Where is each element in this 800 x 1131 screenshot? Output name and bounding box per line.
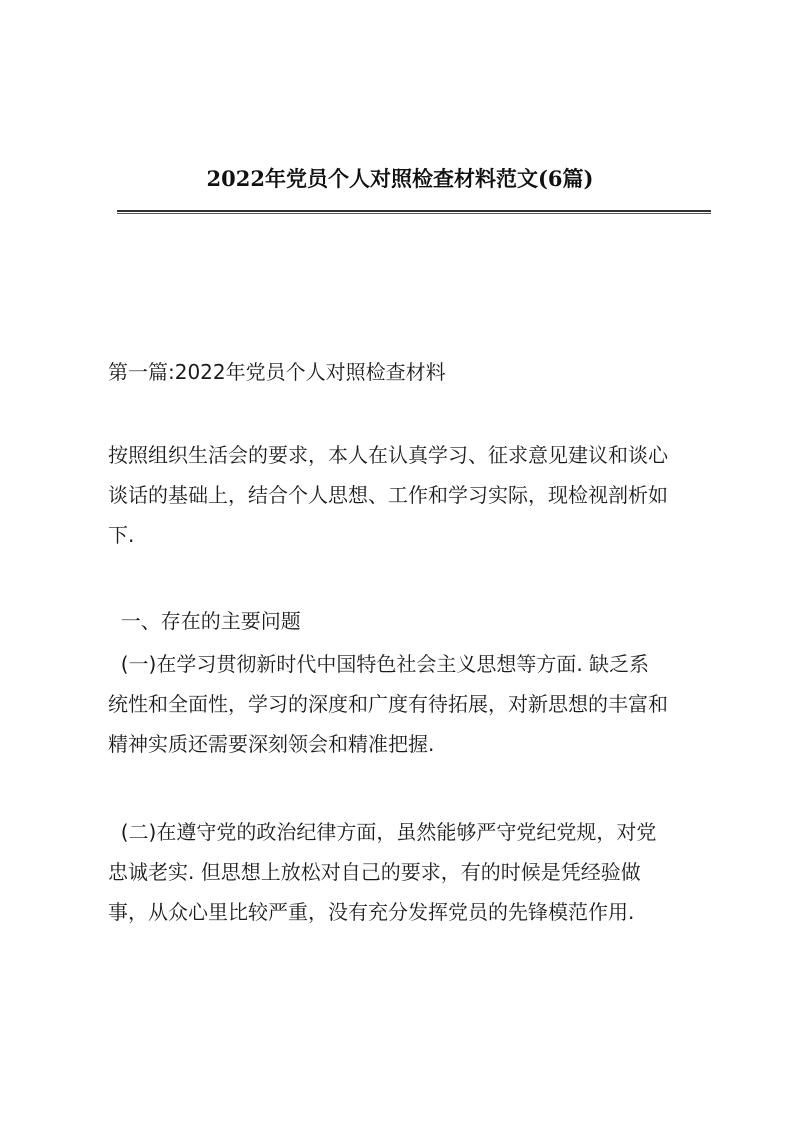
- title-underline-rule: [117, 210, 711, 214]
- problems-heading: [108, 601, 728, 641]
- intro-line: 下.: [108, 523, 135, 547]
- problem-item-2-line: (二)在遵守党的政治纪律方面，虽然能够严守党纪党规，对党: [108, 820, 657, 844]
- intro-line: 谈话的基础上，结合个人思想、工作和学习实际，现检视剖析如: [108, 483, 668, 507]
- problem-item-1-line: 精神实质还需要深刻领会和精准把握.: [108, 732, 435, 756]
- problem-item-1-line: 统性和全面性，学习的深度和广度有待拓展，对新思想的丰富和: [108, 692, 668, 716]
- intro-line: 按照组织生活会的要求，本人在认真学习、征求意见建议和谈心: [108, 443, 668, 467]
- problems-heading-text: 一、存在的主要问题: [108, 609, 301, 633]
- problem-item-2-line: 忠诚老实. 但思想上放松对自己的要求，有的时候是凭经验做: [108, 860, 641, 884]
- problem-item-2: [108, 812, 728, 932]
- section-heading: 第一篇:2022年党员个人对照检查材料: [108, 360, 446, 384]
- intro-paragraph: [108, 435, 728, 555]
- problem-item-1-line: (一)在学习贯彻新时代中国特色社会主义思想等方面. 缺乏系: [108, 652, 650, 676]
- document-title: 2022年党员个人对照检查材料范文(6篇): [206, 166, 594, 191]
- problem-item-2-line: 事，从众心里比较严重，没有充分发挥党员的先锋模范作用.: [108, 900, 635, 924]
- problem-item-1: [108, 644, 728, 764]
